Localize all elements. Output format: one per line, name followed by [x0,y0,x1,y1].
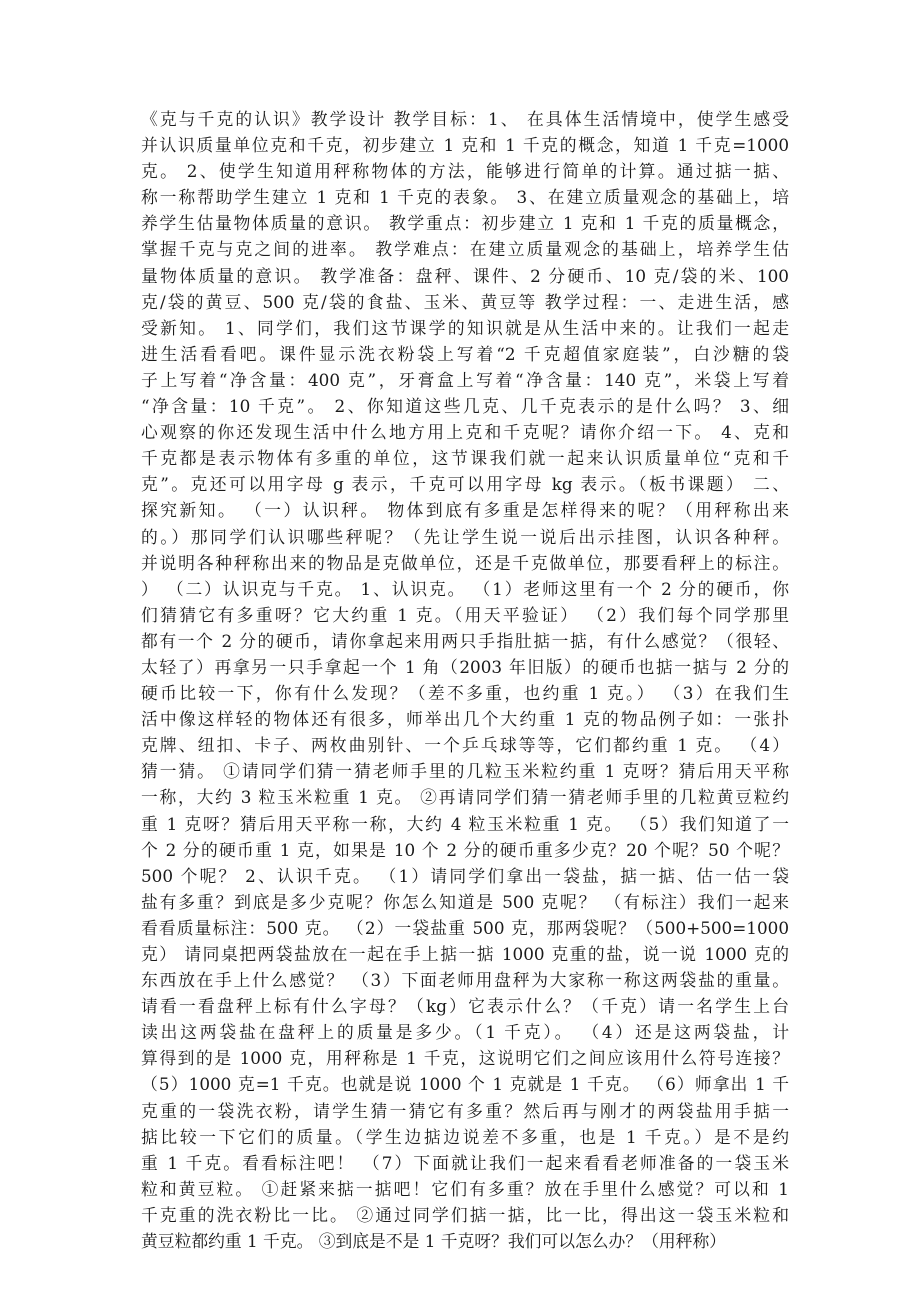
document-text-line: 受新知。 1、同学们，我们这节课学的知识就是从生活中来的。让我们一起走 [141,317,789,338]
document-text-line: 千克重的洗衣粉比一比。 ②通过同学们掂一掂，比一比，得出这一袋玉米粒和 [141,1204,789,1225]
document-text-line: 养学生估量物体质量的意识。 教学重点：初步建立 1 克和 1 千克的质量概念， [141,213,789,234]
document-text-line: 重 1 克呀？猜后用天平称一称，大约 4 粒玉米粒重 1 克。 （5）我们知道了一 [141,813,789,834]
document-text-line: 并认识质量单位克和千克，初步建立 1 克和 1 千克的概念，知道 1 千克=1000 [141,135,789,156]
document-text-line: 克牌、纽扣、卡子、两枚曲别针、一个乒乓球等等，它们都约重 1 克。 （4） [141,735,789,756]
document-text-line: 请看一看盘秤上标有什么字母？（kg）它表示什么？（千克）请一名学生上台 [141,996,789,1017]
document-body [141,106,789,1254]
document-text-line: 克”。克还可以用字母 g 表示，千克可以用字母 kg 表示。（板书课题） 二、 [141,474,789,495]
document-text-line: 太轻了）再拿另一只手拿起一个 1 角（2003 年旧版）的硬币也掂一掂与 2 分的 [141,656,789,677]
document-text-line: 掌握千克与克之间的进率。 教学难点：在建立质量观念的基础上，培养学生估 [141,239,789,260]
document-text-line: “净含量：10 千克”。 2、你知道这些几克、几千克表示的是什么吗？ 3、细 [141,396,789,417]
document-text-line: 心观察的你还发现生活中什么地方用上克和千克呢？请你介绍一下。 4、克和 [141,422,789,443]
document-text-line: 进生活看看吧。课件显示洗衣粉袋上写着“2 千克超值家庭装”，白沙糖的袋 [141,343,789,364]
document-text-line: （5）1000 克=1 千克。也就是说 1000 个 1 克就是 1 千克。 （6）师拿出 1 千 [141,1074,789,1095]
document-text-line: 读出这两袋盐在盘秤上的质量是多少。（1 千克）。 （4）还是这两袋盐，计 [141,1022,789,1043]
document-text-line: 盐有多重？到底是多少克呢？你怎么知道是 500 克呢？ （有标注）我们一起来 [141,891,789,912]
document-text-line: 称一称帮助学生建立 1 克和 1 千克的表象。 3、在建立质量观念的基础上，培 [141,187,789,208]
document-text-line: 子上写着“净含量：400 克”，牙膏盒上写着“净含量：140 克”，米袋上写着 [141,369,789,390]
document-text-line: 克） 请同桌把两袋盐放在一起在手上掂一掂 1000 克重的盐，说一说 1000 克的 [141,944,789,964]
document-text-line: ） （二）认识克与千克。 1、认识克。 （1）老师这里有一个 2 分的硬币，你 [141,578,789,599]
document-text-line: 粒和黄豆粒。 ①赶紧来掂一掂吧！它们有多重？放在手里什么感觉？可以和 1 [141,1178,789,1199]
document-text-line: 个 2 分的硬币重 1 克，如果是 10 个 2 分的硬币重多少克？20 个呢？50 个呢？ [141,839,789,860]
document-text-line: 东西放在手上什么感觉？ （3）下面老师用盘秤为大家称一称这两袋盐的重量。 [141,970,789,991]
document-text-line: 硬币比较一下，你有什么发现？（差不多重，也约重 1 克。） （3）在我们生 [141,683,789,704]
document-text-line: 黄豆粒都约重 1 千克。 ③到底是不是 1 千克呀？我们可以怎么办？（用秤称） [141,1231,727,1252]
document-text-line: 猜一猜。 ①请同学们猜一猜老师手里的几粒玉米粒约重 1 克呀？猜后用天平称 [141,761,789,782]
document-text-line: 探究新知。 （一）认识秤。 物体到底有多重是怎样得来的呢？（用秤称出来 [141,500,789,521]
document-text-line: 克重的一袋洗衣粉，请学生猜一猜它有多重？然后再与刚才的两袋盐用手掂一 [141,1100,789,1121]
document-text-line: 们猜猜它有多重呀？它大约重 1 克。（用天平验证） （2）我们每个同学那里 [141,604,789,625]
document-text-line: 克/袋的黄豆、500 克/袋的食盐、玉米、黄豆等 教学过程：一、走进生活，感 [141,291,789,312]
document-text-line: 都有一个 2 分的硬币，请你拿起来用两只手指肚掂一掂，有什么感觉？（很轻、 [141,630,789,651]
document-text-line: 500 个呢？ 2、认识千克。 （1）请同学们拿出一袋盐，掂一掂、估一估一袋 [141,865,789,886]
document-text-line: 看看质量标注：500 克。 （2）一袋盐重 500 克，那两袋呢？（500+500=1000 [141,917,789,938]
document-text-line: 《克与千克的认识》教学设计 教学目标：1、 在具体生活情境中，使学生感受 [141,109,789,129]
document-text-line: 算得到的是 1000 克，用秤称是 1 千克，这说明它们之间应该用什么符号连接？ [141,1048,789,1069]
document-text-line: 掂比较一下它们的质量。（学生边掂边说差不多重，也是 1 千克。）是不是约 [141,1126,789,1147]
document-text-line: 千克都是表示物体有多重的单位，这节课我们就一起来认识质量单位“克和千 [141,448,789,469]
document-text-line: 重 1 千克。看看标注吧！ （7）下面就让我们一起来看看老师准备的一袋玉米 [141,1152,789,1173]
document-text-line: 量物体质量的意识。 教学准备：盘秤、课件、2 分硬币、10 克/袋的米、100 [141,265,789,286]
document-text-line: 并说明各种秤称出来的物品是克做单位，还是千克做单位，那要看秤上的标注。 [141,552,789,573]
document-text-line: 活中像这样轻的物体还有很多，师举出几个大约重 1 克的物品例子如：一张扑 [141,709,789,730]
document-text-line: 克。 2、使学生知道用秤称物体的方法，能够进行简单的计算。通过掂一掂、 [141,161,789,182]
document-text-line: 一称，大约 3 粒玉米粒重 1 克。 ②再请同学们猜一猜老师手里的几粒黄豆粒约 [141,787,789,808]
document-text-line: 的。）那同学们认识哪些秤呢？（先让学生说一说后出示挂图，认识各种秤。 [141,526,789,547]
